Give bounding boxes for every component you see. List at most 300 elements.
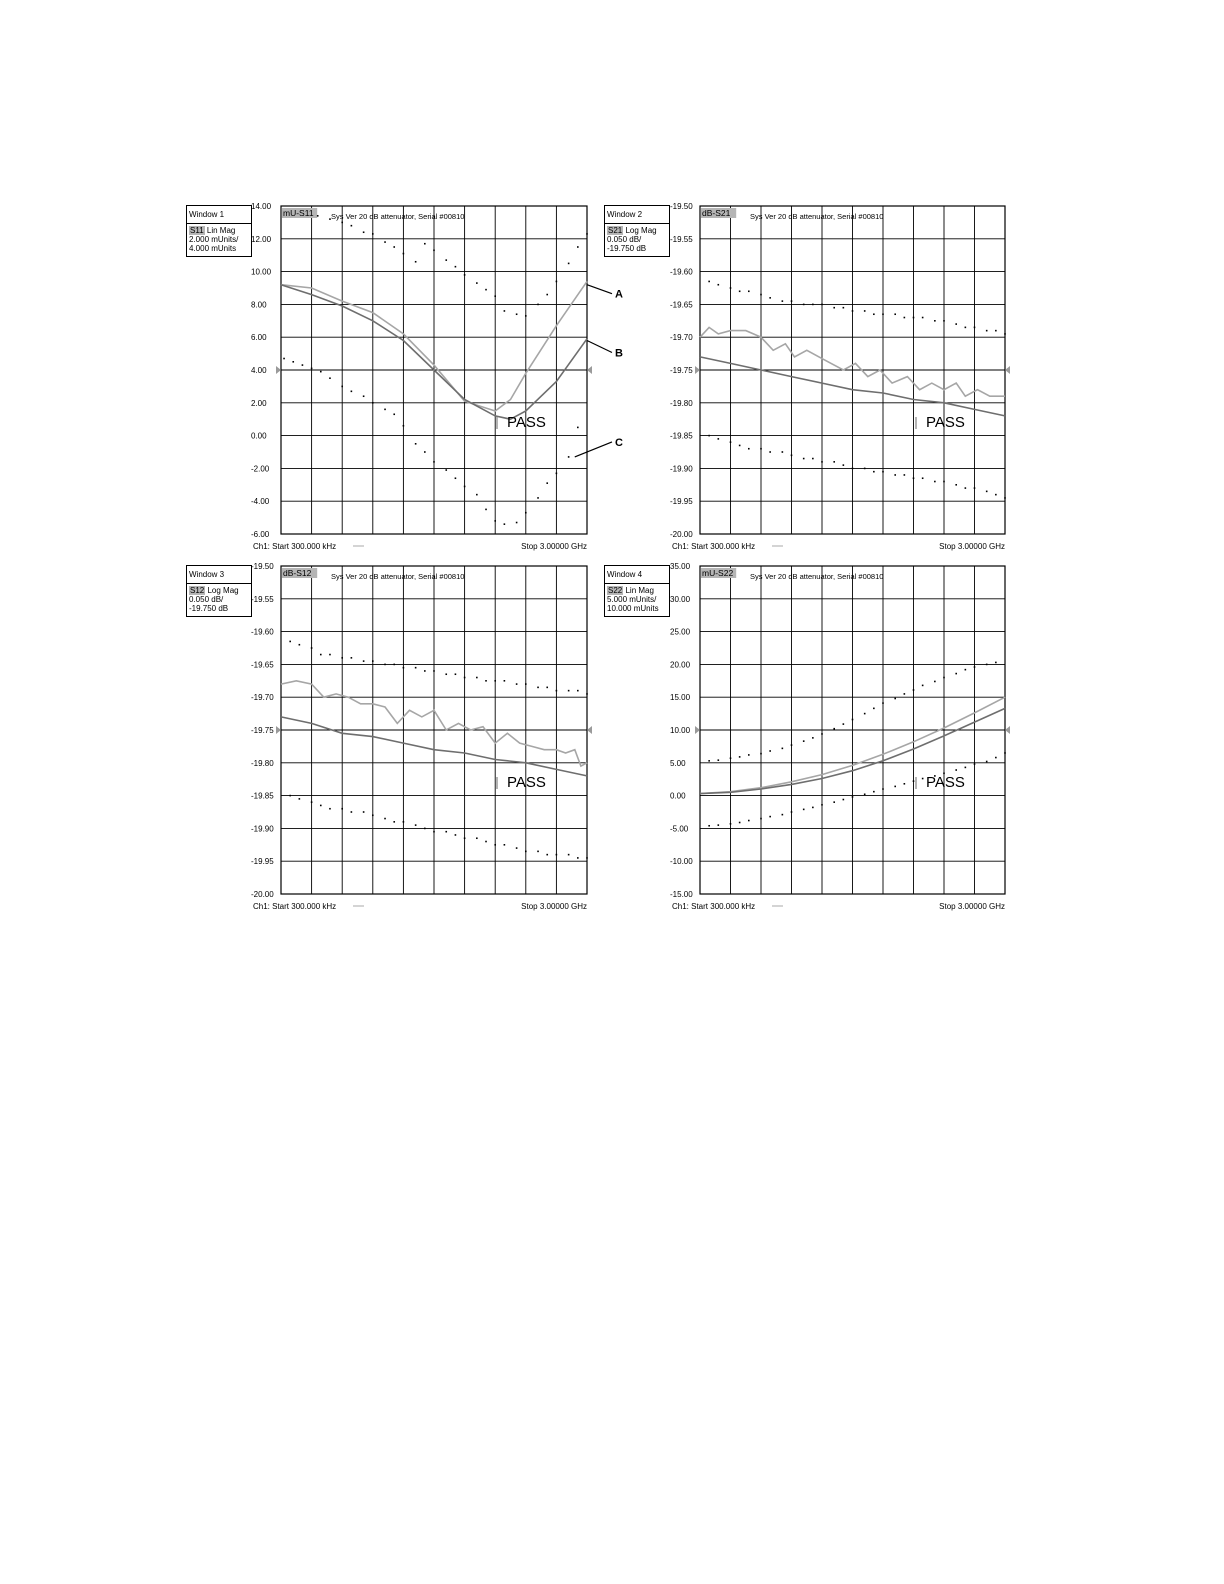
limit-point — [537, 687, 539, 689]
limit-point — [329, 377, 331, 379]
limit-point — [708, 435, 710, 437]
window-2-format: Log Mag — [625, 226, 657, 235]
limit-point — [803, 304, 805, 306]
limit-point — [586, 857, 588, 859]
limit-point — [739, 290, 741, 292]
limit-point — [485, 680, 487, 682]
window-4-scale: 5.000 mUnits/ — [607, 595, 657, 604]
limit-point — [748, 820, 750, 822]
limit-point — [372, 233, 374, 235]
limit-point — [537, 497, 539, 499]
limit-point — [864, 310, 866, 312]
limit-point — [995, 757, 997, 759]
limit-point — [476, 837, 478, 839]
limit-point — [464, 486, 466, 488]
limit-point — [546, 294, 548, 296]
limit-point — [494, 844, 496, 846]
limit-point — [748, 290, 750, 292]
y-tick-label: 10.00 — [251, 267, 272, 277]
limit-point — [995, 330, 997, 332]
limit-point — [384, 241, 386, 243]
start-frequency-label: Ch1: Start 300.000 kHz — [253, 542, 337, 551]
limit-point — [894, 313, 896, 315]
limit-point — [384, 409, 386, 411]
limit-point — [372, 402, 374, 404]
limit-point — [341, 657, 343, 659]
trace-tag: mU-S11 — [283, 208, 314, 218]
reference-marker-right — [1005, 366, 1010, 374]
reference-marker-left — [276, 726, 281, 734]
limit-point — [894, 698, 896, 700]
limit-point — [341, 386, 343, 388]
limit-point — [760, 294, 762, 296]
limit-point — [464, 677, 466, 679]
chart-title: Sys Ver 20 dB attenuator, Serial #00810 — [331, 572, 465, 581]
limit-point — [739, 822, 741, 824]
limit-point — [476, 494, 478, 496]
limit-point — [986, 491, 988, 493]
limit-point — [1004, 752, 1006, 754]
y-tick-label: -20.00 — [251, 890, 274, 899]
chart-window-1 — [251, 202, 623, 551]
limit-point — [311, 647, 313, 649]
chart-window-2 — [670, 202, 1010, 551]
y-tick-label: -19.60 — [251, 627, 274, 637]
limit-point — [882, 702, 884, 704]
limit-point — [812, 304, 814, 306]
limit-point — [974, 487, 976, 489]
chart-title: Sys Ver 20 dB attenuator, Serial #00810 — [750, 572, 884, 581]
limit-point — [812, 737, 814, 739]
limit-point — [922, 477, 924, 479]
limit-point — [577, 857, 579, 859]
limit-point — [873, 791, 875, 793]
limit-point — [760, 448, 762, 450]
limit-point — [922, 685, 924, 687]
y-tick-label: -19.75 — [670, 366, 693, 375]
limit-point — [433, 249, 435, 251]
window-1-param: S11 — [190, 226, 204, 235]
callout-line-A — [587, 285, 612, 294]
y-tick-label: 5.00 — [670, 758, 686, 768]
y-tick-label: -6.00 — [251, 530, 270, 539]
limit-point — [455, 477, 457, 479]
limit-point — [537, 304, 539, 306]
window-2-scale: 0.050 dB/ — [607, 235, 642, 244]
limit-point — [986, 761, 988, 763]
limit-point — [791, 744, 793, 746]
limit-point — [904, 693, 906, 695]
limit-point — [864, 793, 866, 795]
limit-point — [393, 246, 395, 248]
y-tick-label: 0.00 — [670, 791, 686, 801]
reference-marker-right — [1005, 726, 1010, 734]
limit-point — [803, 740, 805, 742]
limit-point — [445, 673, 447, 675]
limit-point — [577, 427, 579, 429]
limit-point — [329, 218, 331, 220]
limit-point — [974, 666, 976, 668]
start-frequency-label: Ch1: Start 300.000 kHz — [253, 902, 337, 911]
limit-point — [812, 807, 814, 809]
limit-point — [393, 821, 395, 823]
limit-point — [718, 284, 720, 286]
limit-point — [843, 464, 845, 466]
limit-point — [568, 456, 570, 458]
pass-status: PASS — [926, 774, 965, 791]
window-2-param: S21 — [608, 226, 623, 235]
limit-point — [317, 215, 319, 217]
limit-point — [504, 310, 506, 312]
y-tick-label: 2.00 — [251, 398, 267, 408]
limit-point — [934, 681, 936, 683]
limit-point — [577, 246, 579, 248]
limit-point — [782, 300, 784, 302]
limit-point — [791, 811, 793, 813]
trace-tag: dB-S21 — [702, 208, 731, 218]
reference-marker-right — [587, 366, 592, 374]
limit-point — [351, 811, 353, 813]
limit-point — [833, 461, 835, 463]
limit-point — [341, 808, 343, 810]
chart-window-4 — [670, 562, 1010, 911]
y-tick-label: -2.00 — [251, 464, 270, 474]
limit-point — [852, 468, 854, 470]
chart-title: Sys Ver 20 dB attenuator, Serial #00810 — [331, 212, 465, 221]
window-2-label: Window 2 — [605, 206, 669, 224]
limit-point — [556, 854, 558, 856]
window-1-format: Lin Mag — [206, 226, 236, 235]
limit-point — [894, 474, 896, 476]
limit-point — [769, 451, 771, 453]
limit-point — [299, 644, 301, 646]
trace-tag: dB-S12 — [283, 568, 312, 578]
limit-point — [516, 847, 518, 849]
window-3-param: S12 — [190, 586, 205, 595]
limit-point — [718, 438, 720, 440]
limit-point — [812, 458, 814, 460]
limit-point — [433, 670, 435, 672]
limit-point — [708, 760, 710, 762]
limit-point — [546, 482, 548, 484]
limit-point — [995, 662, 997, 664]
limit-point — [922, 317, 924, 319]
limit-point — [516, 313, 518, 315]
y-tick-label: -19.50 — [251, 562, 274, 571]
chart-title: Sys Ver 20 dB attenuator, Serial #00810 — [750, 212, 884, 221]
start-frequency-label: Ch1: Start 300.000 kHz — [672, 542, 756, 551]
stop-frequency-label: Stop 3.00000 GHz — [521, 902, 587, 911]
y-tick-label: 0.00 — [251, 431, 267, 441]
limit-point — [516, 522, 518, 524]
limit-point — [403, 425, 405, 427]
limit-point — [782, 451, 784, 453]
limit-point — [485, 289, 487, 291]
limit-point — [302, 364, 304, 366]
y-tick-label: -19.70 — [251, 693, 274, 703]
limit-point — [485, 841, 487, 843]
limit-point — [403, 253, 405, 255]
y-tick-label: -15.00 — [670, 890, 693, 899]
y-tick-label: -19.90 — [670, 464, 693, 474]
limit-point — [852, 719, 854, 721]
window-3-scale: 0.050 dB/ — [189, 595, 224, 604]
limit-point — [843, 799, 845, 801]
limit-point — [424, 243, 426, 245]
limit-point — [476, 282, 478, 284]
limit-point — [577, 690, 579, 692]
reference-marker-left — [695, 726, 700, 734]
limit-point — [882, 788, 884, 790]
limit-point — [372, 814, 374, 816]
limit-point — [537, 851, 539, 853]
limit-point — [913, 477, 915, 479]
limit-point — [445, 259, 447, 261]
limit-point — [913, 317, 915, 319]
y-tick-label: -4.00 — [251, 497, 270, 507]
limit-point — [546, 854, 548, 856]
limit-point — [363, 231, 365, 233]
limit-point — [393, 664, 395, 666]
limit-point — [568, 854, 570, 856]
reference-marker-left — [695, 366, 700, 374]
y-tick-label: 25.00 — [670, 627, 691, 637]
pass-status: PASS — [926, 414, 965, 431]
limit-point — [965, 487, 967, 489]
limit-point — [852, 310, 854, 312]
limit-point — [769, 297, 771, 299]
limit-point — [424, 828, 426, 830]
window-4-param: S22 — [608, 586, 623, 595]
limit-point — [955, 484, 957, 486]
limit-point — [843, 723, 845, 725]
trace-tag: mU-S22 — [702, 568, 734, 578]
window-3-format: Log Mag — [207, 586, 239, 595]
y-tick-label: -19.55 — [251, 594, 274, 604]
limit-point — [403, 821, 405, 823]
limit-point — [791, 300, 793, 302]
limit-point — [995, 494, 997, 496]
pass-status: PASS — [507, 774, 546, 791]
limit-point — [843, 307, 845, 309]
y-tick-label: -19.70 — [670, 333, 693, 343]
limit-point — [525, 683, 527, 685]
limit-point — [803, 458, 805, 460]
limit-point — [739, 756, 741, 758]
limit-point — [748, 448, 750, 450]
limit-point — [504, 844, 506, 846]
pass-status: PASS — [507, 414, 546, 431]
limit-point — [494, 295, 496, 297]
limit-point — [586, 693, 588, 695]
y-tick-label: 14.00 — [251, 202, 272, 211]
limit-point — [718, 759, 720, 761]
limit-point — [955, 673, 957, 675]
limit-point — [955, 323, 957, 325]
limit-point — [821, 733, 823, 735]
limit-point — [299, 798, 301, 800]
limit-point — [485, 509, 487, 511]
limit-point — [882, 313, 884, 315]
limit-point — [873, 471, 875, 473]
reference-marker-right — [587, 726, 592, 734]
limit-point — [1004, 333, 1006, 335]
limit-point — [351, 225, 353, 227]
limit-point — [739, 445, 741, 447]
limit-point — [433, 461, 435, 463]
window-1-ref: 4.000 mUnits — [189, 244, 237, 253]
limit-point — [568, 690, 570, 692]
limit-point — [782, 814, 784, 816]
limit-point — [708, 825, 710, 827]
limit-point — [974, 763, 976, 765]
window-2-ref: -19.750 dB — [607, 244, 647, 253]
y-tick-label: 20.00 — [670, 660, 691, 670]
limit-point — [965, 767, 967, 769]
y-tick-label: -19.50 — [670, 202, 693, 211]
limit-point — [730, 823, 732, 825]
limit-point — [864, 468, 866, 470]
y-tick-label: -19.80 — [251, 758, 274, 768]
y-tick-label: -19.60 — [670, 267, 693, 277]
limit-point — [455, 266, 457, 268]
limit-point — [525, 851, 527, 853]
limit-point — [864, 713, 866, 715]
window-3-label: Window 3 — [187, 566, 251, 584]
y-tick-label: -19.90 — [251, 824, 274, 834]
limit-point — [904, 317, 906, 319]
limit-point — [943, 320, 945, 322]
limit-point — [803, 809, 805, 811]
limit-point — [708, 281, 710, 283]
limit-point — [464, 837, 466, 839]
limit-point — [329, 654, 331, 656]
limit-point — [943, 677, 945, 679]
limit-point — [476, 677, 478, 679]
limit-point — [833, 728, 835, 730]
y-tick-label: -19.65 — [251, 660, 274, 670]
limit-point — [455, 673, 457, 675]
y-tick-label: -19.85 — [251, 791, 274, 801]
limit-point — [852, 796, 854, 798]
callout-label-A: A — [615, 288, 623, 301]
y-tick-label: 4.00 — [251, 366, 267, 375]
limit-point — [494, 680, 496, 682]
limit-point — [586, 233, 588, 235]
y-tick-label: -19.95 — [251, 857, 274, 867]
y-tick-label: 10.00 — [670, 726, 691, 735]
y-tick-label: -19.80 — [670, 398, 693, 408]
y-tick-label: 8.00 — [251, 300, 267, 310]
limit-point — [311, 801, 313, 803]
limit-point — [760, 818, 762, 820]
limit-point — [525, 315, 527, 317]
window-1-scale: 2.000 mUnits/ — [189, 235, 239, 244]
callout-line-B — [587, 340, 612, 352]
limit-point — [424, 670, 426, 672]
limit-point — [415, 667, 417, 669]
limit-point — [943, 481, 945, 483]
limit-point — [769, 816, 771, 818]
limit-point — [320, 805, 322, 807]
limit-point — [292, 361, 294, 363]
y-tick-label: 12.00 — [251, 234, 272, 244]
limit-point — [730, 757, 732, 759]
limit-point — [415, 443, 417, 445]
limit-point — [904, 474, 906, 476]
stop-frequency-label: Stop 3.00000 GHz — [521, 542, 587, 551]
limit-point — [320, 654, 322, 656]
limit-point — [913, 780, 915, 782]
limit-point — [718, 824, 720, 826]
stop-frequency-label: Stop 3.00000 GHz — [939, 542, 1005, 551]
limit-point — [782, 748, 784, 750]
limit-point — [363, 660, 365, 662]
limit-point — [351, 657, 353, 659]
y-tick-label: -19.95 — [670, 497, 693, 507]
y-tick-label: 30.00 — [670, 594, 691, 604]
limit-point — [965, 669, 967, 671]
limit-point — [986, 664, 988, 666]
limit-point — [913, 689, 915, 691]
limit-point — [934, 481, 936, 483]
limit-point — [384, 664, 386, 666]
y-tick-label: -5.00 — [670, 824, 689, 834]
chart-window-3 — [251, 562, 592, 911]
limit-point — [494, 520, 496, 522]
y-tick-label: 6.00 — [251, 333, 267, 343]
limit-point — [351, 391, 353, 393]
start-frequency-label: Ch1: Start 300.000 kHz — [672, 902, 756, 911]
y-tick-label: 15.00 — [670, 693, 691, 703]
limit-point — [986, 330, 988, 332]
y-tick-label: -19.75 — [251, 726, 274, 735]
limit-point — [363, 811, 365, 813]
limit-point — [769, 750, 771, 752]
limit-point — [833, 307, 835, 309]
limit-point — [556, 690, 558, 692]
limit-point — [748, 754, 750, 756]
y-tick-label: -10.00 — [670, 857, 693, 867]
limit-point — [955, 769, 957, 771]
limit-point — [283, 358, 285, 360]
limit-point — [546, 687, 548, 689]
limit-point — [894, 786, 896, 788]
limit-point — [922, 778, 924, 780]
limit-point — [965, 327, 967, 329]
limit-point — [329, 808, 331, 810]
stop-frequency-label: Stop 3.00000 GHz — [939, 902, 1005, 911]
limit-point — [415, 824, 417, 826]
reference-marker-left — [276, 366, 281, 374]
y-tick-label: -19.65 — [670, 300, 693, 310]
limit-point — [873, 313, 875, 315]
limit-point — [833, 801, 835, 803]
window-3-ref: -19.750 dB — [189, 604, 229, 613]
limit-point — [516, 683, 518, 685]
y-tick-label: -19.55 — [670, 234, 693, 244]
limit-point — [934, 320, 936, 322]
limit-point — [821, 304, 823, 306]
limit-point — [445, 469, 447, 471]
y-tick-label: 35.00 — [670, 562, 691, 571]
y-tick-label: -19.85 — [670, 431, 693, 441]
limit-point — [1004, 497, 1006, 499]
limit-point — [821, 804, 823, 806]
window-4-ref: 10.000 mUnits — [607, 604, 659, 613]
limit-point — [904, 783, 906, 785]
limit-point — [791, 454, 793, 456]
